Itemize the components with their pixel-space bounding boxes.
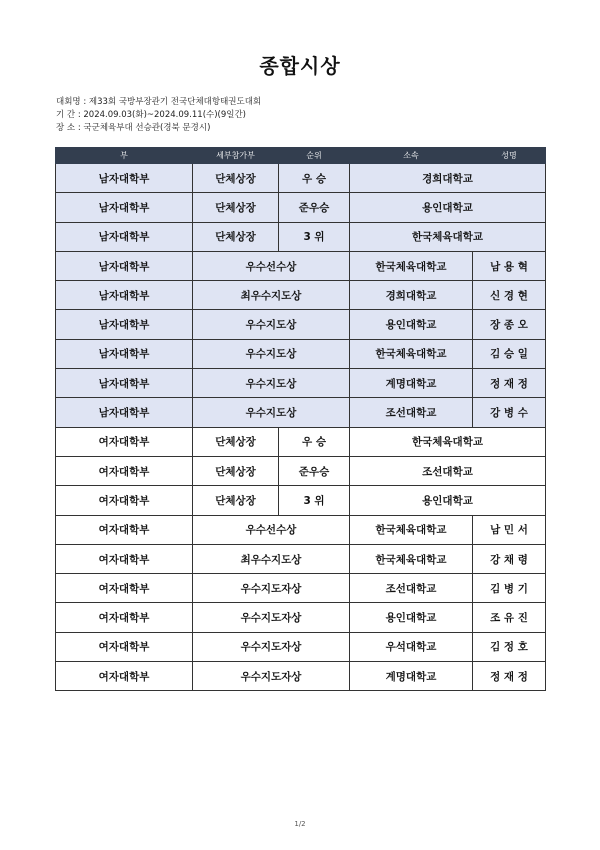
rank-cell: 우 승 — [279, 164, 350, 193]
name-cell: 남 민 서 — [473, 515, 546, 544]
affiliation-cell: 용인대학교 — [350, 310, 473, 339]
name-cell: 김 정 호 — [473, 632, 546, 661]
award-cell: 우수지도상 — [193, 310, 350, 339]
award-cell: 최우수지도상 — [193, 544, 350, 573]
name-cell: 김 병 기 — [473, 574, 546, 603]
division-cell: 남자대학부 — [56, 193, 193, 222]
affiliation-cell: 조선대학교 — [350, 398, 473, 427]
division-cell: 남자대학부 — [56, 398, 193, 427]
affiliation-cell: 한국체육대학교 — [350, 544, 473, 573]
award-cell: 최우수지도상 — [193, 281, 350, 310]
header-rank: 순위 — [279, 148, 350, 164]
name-cell: 정 재 정 — [473, 662, 546, 691]
division-cell: 남자대학부 — [56, 251, 193, 280]
affiliation-cell: 계명대학교 — [350, 369, 473, 398]
rank-cell: 우 승 — [279, 427, 350, 456]
award-cell: 우수지도상 — [193, 339, 350, 368]
awards-table-body — [56, 164, 546, 691]
table-row — [56, 164, 546, 193]
table-row — [56, 456, 546, 485]
awards-table — [55, 147, 546, 691]
affiliation-cell: 용인대학교 — [350, 193, 546, 222]
name-cell: 조 유 진 — [473, 603, 546, 632]
division-cell: 남자대학부 — [56, 222, 193, 251]
affiliation-cell: 경희대학교 — [350, 281, 473, 310]
division-cell: 남자대학부 — [56, 339, 193, 368]
table-row — [56, 632, 546, 661]
event-period: 기 간 : 2024.09.03(화)~2024.09.11(수)(9일간) — [56, 110, 246, 120]
award-cell: 우수지도자상 — [193, 662, 350, 691]
rank-cell: 3 위 — [279, 486, 350, 515]
affiliation-cell: 경희대학교 — [350, 164, 546, 193]
award-cell: 우수선수상 — [193, 515, 350, 544]
category-cell: 단체상장 — [193, 164, 279, 193]
name-cell: 정 재 정 — [473, 369, 546, 398]
award-cell: 우수지도상 — [193, 398, 350, 427]
table-row — [56, 662, 546, 691]
table-row — [56, 369, 546, 398]
affiliation-cell: 계명대학교 — [350, 662, 473, 691]
rank-cell: 3 위 — [279, 222, 350, 251]
affiliation-cell: 한국체육대학교 — [350, 222, 546, 251]
table-row — [56, 398, 546, 427]
table-row — [56, 603, 546, 632]
page-number: 1/2 — [294, 820, 306, 828]
event-meta — [56, 96, 261, 135]
division-cell: 여자대학부 — [56, 603, 193, 632]
table-row — [56, 427, 546, 456]
rank-cell: 준우승 — [279, 456, 350, 485]
header-division: 부 — [56, 148, 193, 164]
award-cell: 우수선수상 — [193, 251, 350, 280]
table-row — [56, 486, 546, 515]
division-cell: 여자대학부 — [56, 632, 193, 661]
header-category: 세부참가부 — [193, 148, 279, 164]
division-cell: 남자대학부 — [56, 310, 193, 339]
name-cell: 김 승 일 — [473, 339, 546, 368]
table-row — [56, 310, 546, 339]
header-affiliation: 소속 — [350, 148, 473, 164]
event-venue: 장 소 : 국군체육부대 선승관(경북 문경시) — [56, 123, 211, 133]
category-cell: 단체상장 — [193, 222, 279, 251]
division-cell: 여자대학부 — [56, 544, 193, 573]
affiliation-cell: 우석대학교 — [350, 632, 473, 661]
table-row — [56, 515, 546, 544]
table-row — [56, 544, 546, 573]
category-cell: 단체상장 — [193, 427, 279, 456]
page-title: 종합시상 — [259, 54, 341, 78]
division-cell: 여자대학부 — [56, 662, 193, 691]
division-cell: 여자대학부 — [56, 456, 193, 485]
event-name: 대회명 : 제33회 국방부장관기 전국단체대항태권도대회 — [56, 97, 262, 107]
header-name: 성명 — [473, 148, 546, 164]
table-row — [56, 251, 546, 280]
award-cell: 우수지도자상 — [193, 632, 350, 661]
name-cell: 강 병 수 — [473, 398, 546, 427]
division-cell: 여자대학부 — [56, 427, 193, 456]
affiliation-cell: 용인대학교 — [350, 603, 473, 632]
name-cell: 신 경 현 — [473, 281, 546, 310]
affiliation-cell: 조선대학교 — [350, 574, 473, 603]
award-cell: 우수지도상 — [193, 369, 350, 398]
affiliation-cell: 한국체육대학교 — [350, 515, 473, 544]
division-cell: 남자대학부 — [56, 164, 193, 193]
division-cell: 여자대학부 — [56, 486, 193, 515]
division-cell: 남자대학부 — [56, 369, 193, 398]
affiliation-cell: 한국체육대학교 — [350, 427, 546, 456]
table-row — [56, 281, 546, 310]
table-row — [56, 222, 546, 251]
division-cell: 여자대학부 — [56, 574, 193, 603]
category-cell: 단체상장 — [193, 193, 279, 222]
table-header-row — [56, 148, 546, 164]
table-row — [56, 339, 546, 368]
award-cell: 우수지도자상 — [193, 603, 350, 632]
affiliation-cell: 용인대학교 — [350, 486, 546, 515]
category-cell: 단체상장 — [193, 456, 279, 485]
name-cell: 장 종 오 — [473, 310, 546, 339]
category-cell: 단체상장 — [193, 486, 279, 515]
name-cell: 강 채 령 — [473, 544, 546, 573]
rank-cell: 준우승 — [279, 193, 350, 222]
name-cell: 남 용 혁 — [473, 251, 546, 280]
affiliation-cell: 한국체육대학교 — [350, 251, 473, 280]
affiliation-cell: 한국체육대학교 — [350, 339, 473, 368]
table-row — [56, 193, 546, 222]
table-row — [56, 574, 546, 603]
award-cell: 우수지도자상 — [193, 574, 350, 603]
division-cell: 남자대학부 — [56, 281, 193, 310]
division-cell: 여자대학부 — [56, 515, 193, 544]
affiliation-cell: 조선대학교 — [350, 456, 546, 485]
